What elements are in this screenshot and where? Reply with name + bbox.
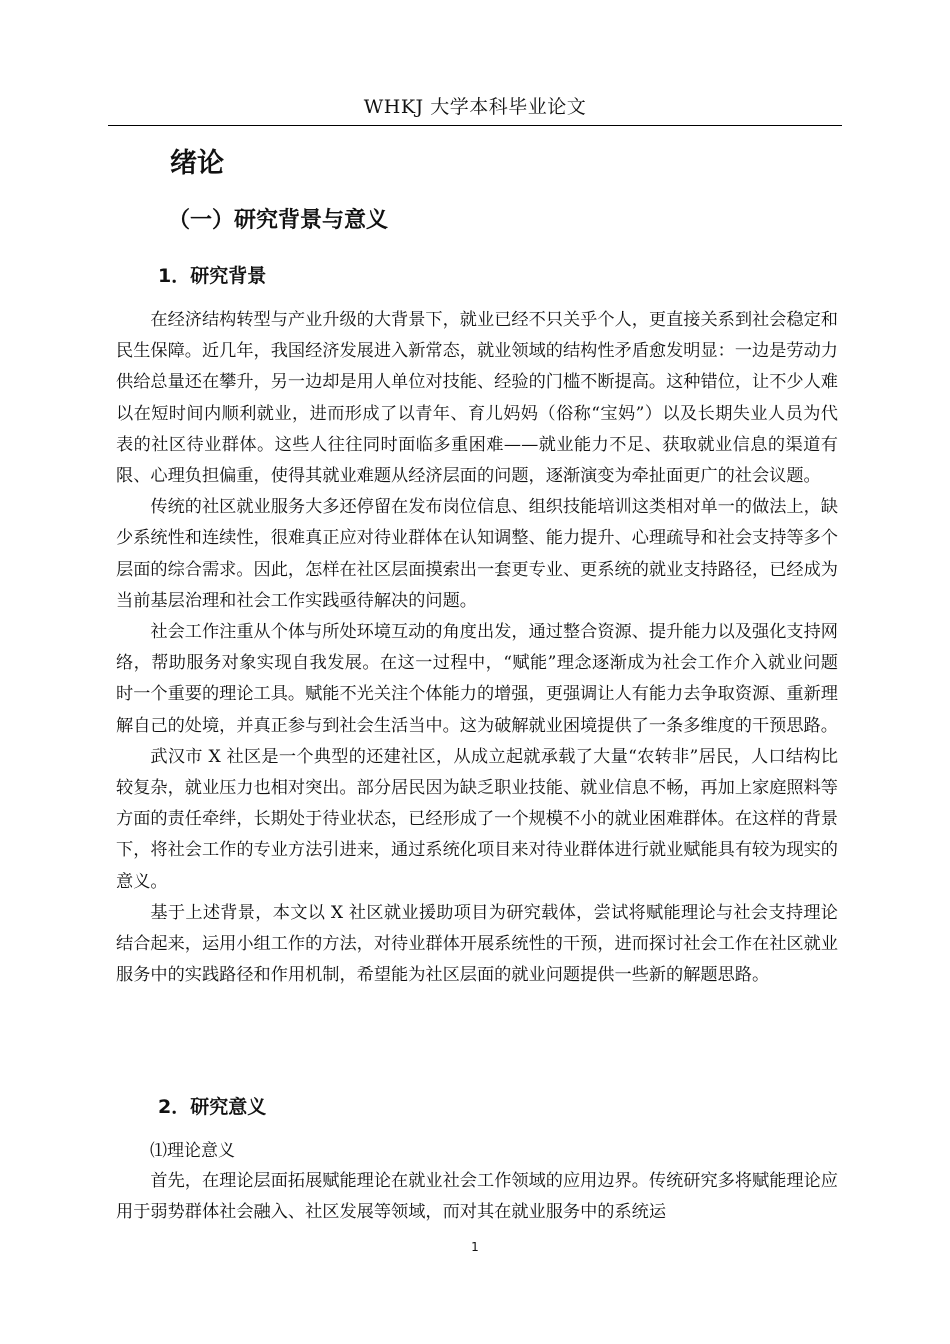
header-rule [108,125,842,126]
section-title: （一）研究背景与意义 [168,208,389,233]
paragraph: 在经济结构转型与产业升级的大背景下，就业已经不只关乎个人，更直接关系到社会稳定和民生保障。近几年，我国经济发展进入新常态，就业领域的结构性矛盾愈发明显：一边是劳动力供给总量还在攀升，另一边却是用人单位对技能、经验的门槛不断提高。这种错位，让不少人难以在短时间内顺利就业，进而形成了以青年、育儿妈妈（俗称“宝妈”）以及长期失业人员为代表的社区待业群体。这些人往往同时面临多重困难——就业能力不足、获取就业信息的渠道有限、心理负担偏重，使得其就业难题从经济层面的问题，逐渐演变为牵扯面更广的社会议题。 [116,310,838,487]
subsection-title-background: 1．研究背景 [158,265,267,287]
page-number: 1 [471,1240,479,1254]
page-header: WHKJ 大学本科毕业论文 [363,96,587,118]
paragraph: 基于上述背景，本文以 X 社区就业援助项目为研究载体，尝试将赋能理论与社会支持理论结合起来，运用小组工作的方法，对待业群体开展系统性的干预，进而探讨社会工作在社区就业服务中的实践路径和作用机制，希望能为社区层面的就业问题提供一些新的解题思路。 [116,902,838,986]
significance-body [116,1166,838,1228]
paragraph: 首先，在理论层面拓展赋能理论在就业社会工作领域的应用边界。传统研究多将赋能理论应用于弱势群体社会融入、社区发展等领域，而对其在就业服务中的系统运 [116,1171,838,1223]
paragraph: 社会工作注重从个体与所处环境互动的角度出发，通过整合资源、提升能力以及强化支持网络，帮助服务对象实现自我发展。在这一过程中，“赋能”理念逐渐成为社会工作介入就业问题时一个重要的理论工具。赋能不光关注个体能力的增强，更强调让人有能力去争取资源、重新理解自己的处境，并真正参与到社会生活当中。这为破解就业困境提供了一条多维度的干预思路。 [116,622,838,736]
background-body [116,305,838,991]
subsection-title-significance: 2．研究意义 [158,1096,267,1118]
item-title-theoretical: ⑴理论意义 [150,1141,235,1161]
chapter-title: 绪论 [170,148,224,179]
paragraph: 武汉市 X 社区是一个典型的还建社区，从成立起就承载了大量“农转非”居民，人口结构比较复杂，就业压力也相对突出。部分居民因为缺乏职业技能、就业信息不畅，再加上家庭照料等方面的责任牵绊，长期处于待业状态，已经形成了一个规模不小的就业困难群体。在这样的背景下，将社会工作的专业方法引进来，通过系统化项目来对待业群体进行就业赋能具有较为现实的意义。 [116,746,838,892]
paragraph: 传统的社区就业服务大多还停留在发布岗位信息、组织技能培训这类相对单一的做法上，缺少系统性和连续性，很难真正应对待业群体在认知调整、能力提升、心理疏导和社会支持等多个层面的综合需求。因此，怎样在社区层面摸索出一套更专业、更系统的就业支持路径，已经成为当前基层治理和社会工作实践亟待解决的问题。 [116,497,838,611]
